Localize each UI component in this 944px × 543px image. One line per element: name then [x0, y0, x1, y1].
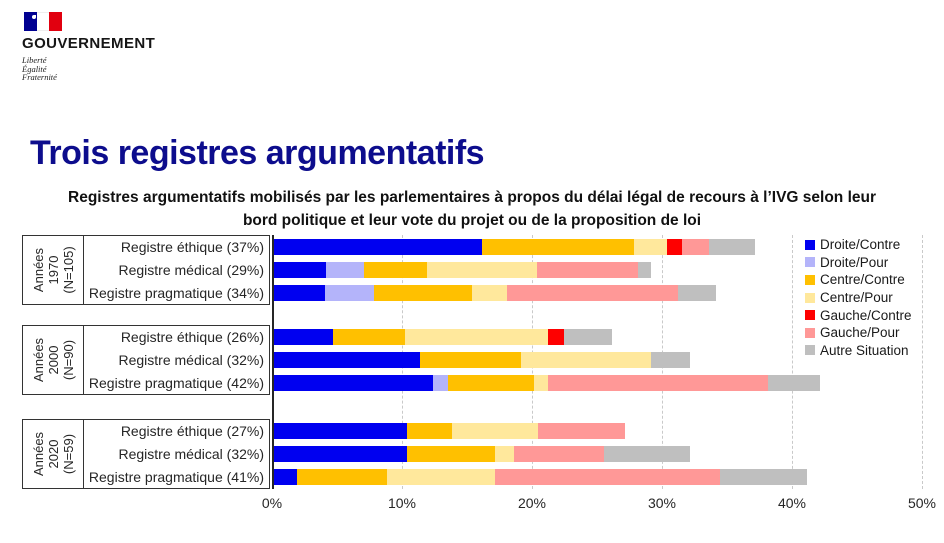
group-label-line: (N=90): [60, 339, 76, 381]
bar-segment-autre-situation: [678, 285, 716, 301]
subtitle-line-1: Registres argumentatifs mobilisés par les parlementaires à propos du délai légal de recours à l’IVG selon leur: [68, 189, 876, 206]
legend-swatch-icon: [805, 345, 815, 355]
government-motto: [22, 56, 155, 82]
bar-segment-centre-contre: [407, 423, 453, 439]
legend-label: Droite/Pour: [820, 254, 889, 270]
group-label-line: 2020: [45, 439, 61, 469]
bar-segment-droite-pour: [326, 262, 364, 278]
bar-segment-gauche-pour: [537, 262, 638, 278]
bar-segment-autre-situation: [651, 352, 690, 368]
bar-row: [274, 352, 690, 368]
legend-swatch-icon: [805, 240, 815, 250]
bar-segment-droite-contre: [274, 285, 325, 301]
group-label-line: (N=105): [60, 246, 76, 294]
bar-segment-centre-pour: [387, 469, 495, 485]
legend-label: Droite/Contre: [820, 237, 901, 253]
bar-segment-centre-contre: [297, 469, 387, 485]
bar-segment-autre-situation: [604, 446, 690, 462]
group-label-line: 1970: [45, 255, 61, 285]
group-label-line: Années: [30, 431, 46, 477]
french-flag-icon: [24, 12, 62, 31]
row-label: Registre médical (32%): [118, 351, 264, 368]
government-logo: [22, 12, 155, 82]
category-label-area: [22, 235, 272, 489]
legend-label: Autre Situation: [820, 342, 909, 358]
legend-swatch-icon: [805, 257, 815, 267]
bar-segment-droite-contre: [274, 375, 433, 391]
x-tick-label: 10%: [387, 495, 417, 511]
bar-segment-droite-contre: [274, 239, 482, 255]
bar-segment-droite-contre: [274, 262, 326, 278]
bar-segment-autre-situation: [720, 469, 807, 485]
bar-segment-centre-pour: [472, 285, 507, 301]
bar-segment-droite-contre: [274, 329, 333, 345]
bar-segment-centre-contre: [333, 329, 406, 345]
bar-segment-droite-pour: [433, 375, 449, 391]
group-label: [23, 326, 83, 394]
legend-label: Gauche/Pour: [820, 325, 900, 341]
bar-row: [274, 375, 820, 391]
legend-label: Centre/Pour: [820, 290, 893, 306]
row-label: Registre éthique (37%): [120, 238, 264, 255]
legend-swatch-icon: [805, 310, 815, 320]
bar-segment-centre-contre: [448, 375, 534, 391]
group-box: [22, 325, 270, 395]
legend-swatch-icon: [805, 275, 815, 285]
bar-segment-gauche-contre: [548, 329, 564, 345]
x-tick-label: 0%: [261, 495, 283, 511]
group-label: [23, 236, 83, 304]
group-divider: [83, 236, 84, 304]
bar-segment-gauche-pour: [514, 446, 604, 462]
legend-item: [805, 271, 912, 289]
bar-segment-droite-contre: [274, 423, 407, 439]
x-tick-label: 40%: [777, 495, 807, 511]
legend-item: [805, 324, 912, 342]
gridline: [922, 235, 923, 489]
legend-item: [805, 236, 912, 254]
row-label: Registre médical (29%): [118, 261, 264, 278]
bar-segment-centre-pour: [452, 423, 538, 439]
x-tick-label: 20%: [517, 495, 547, 511]
bar-segment-droite-contre: [274, 469, 297, 485]
legend-item: [805, 306, 912, 324]
bar-segment-gauche-pour: [548, 375, 768, 391]
legend-swatch-icon: [805, 293, 815, 303]
bar-segment-gauche-pour: [507, 285, 679, 301]
legend-swatch-icon: [805, 328, 815, 338]
bar-segment-centre-contre: [364, 262, 428, 278]
legend-item: [805, 289, 912, 307]
motto-line: Égalité: [22, 63, 47, 74]
bar-segment-centre-pour: [405, 329, 548, 345]
legend-label: Centre/Contre: [820, 272, 905, 288]
group-box: [22, 235, 270, 305]
bar-segment-centre-pour: [521, 352, 651, 368]
bar-segment-autre-situation: [638, 262, 651, 278]
row-label: Registre éthique (27%): [120, 422, 264, 439]
bar-segment-centre-pour: [427, 262, 536, 278]
group-label: [23, 420, 83, 488]
bar-segment-autre-situation: [564, 329, 612, 345]
subtitle-line-2: bord politique et leur vote du projet ou de la proposition de loi: [242, 212, 702, 229]
group-label-line: Années: [30, 337, 46, 383]
bar-row: [274, 285, 716, 301]
legend-label: Gauche/Contre: [820, 307, 912, 323]
bar-segment-gauche-pour: [682, 239, 709, 255]
bar-segment-centre-contre: [420, 352, 521, 368]
x-tick-label: 50%: [907, 495, 937, 511]
bar-segment-autre-situation: [768, 375, 820, 391]
row-label: Registre pragmatique (34%): [88, 285, 264, 302]
bar-segment-centre-pour: [495, 446, 515, 462]
legend-item: [805, 342, 912, 360]
bar-segment-gauche-contre: [667, 239, 683, 255]
group-label-line: Années: [30, 247, 46, 293]
bar-segment-centre-pour: [634, 239, 667, 255]
motto-line: Fraternité: [22, 72, 57, 82]
bar-row: [274, 239, 755, 255]
group-label-line: 2000: [45, 345, 61, 375]
group-label-line: (N=59): [60, 433, 76, 475]
legend-item: [805, 254, 912, 272]
bar-row: [274, 423, 625, 439]
bar-segment-gauche-pour: [495, 469, 720, 485]
bar-row: [274, 446, 690, 462]
government-wordmark: GOUVERNEMENT: [22, 35, 156, 52]
group-divider: [83, 420, 84, 488]
bar-segment-droite-contre: [274, 446, 407, 462]
bar-segment-centre-pour: [534, 375, 548, 391]
bar-segment-droite-contre: [274, 352, 420, 368]
page-title: Trois registres argumentatifs: [30, 134, 485, 172]
bar-segment-droite-pour: [325, 285, 374, 301]
group-divider: [83, 326, 84, 394]
chart-legend: [805, 236, 912, 359]
bar-segment-autre-situation: [709, 239, 755, 255]
bar-segment-gauche-pour: [538, 423, 625, 439]
row-label: Registre pragmatique (42%): [88, 375, 264, 392]
row-label: Registre médical (32%): [118, 445, 264, 462]
chart-subtitle: [22, 186, 922, 232]
group-box: [22, 419, 270, 489]
row-label: Registre éthique (26%): [120, 328, 264, 345]
motto-line: Liberté: [22, 55, 47, 65]
bar-row: [274, 329, 612, 345]
bar-segment-centre-contre: [374, 285, 472, 301]
x-tick-label: 30%: [647, 495, 677, 511]
bar-segment-centre-contre: [482, 239, 634, 255]
bar-segment-centre-contre: [407, 446, 495, 462]
row-label: Registre pragmatique (41%): [88, 469, 264, 486]
bar-row: [274, 469, 807, 485]
gridline: [792, 235, 793, 489]
bar-row: [274, 262, 651, 278]
